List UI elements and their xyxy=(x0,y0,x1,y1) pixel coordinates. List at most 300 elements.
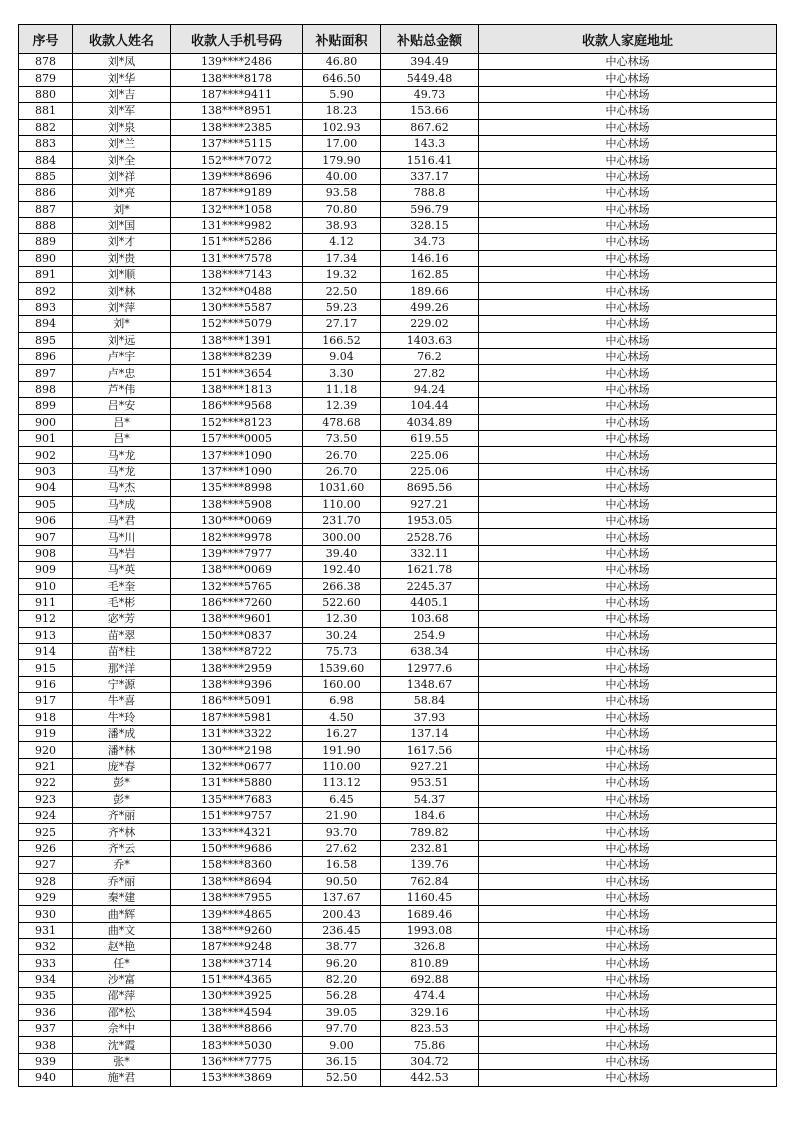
cell-home-address: 中心林场 xyxy=(479,316,777,332)
cell-seq: 880 xyxy=(19,86,73,102)
cell-home-address: 中心林场 xyxy=(479,299,777,315)
table-row xyxy=(19,480,777,496)
cell-seq: 906 xyxy=(19,512,73,528)
cell-subsidy-area: 1031.60 xyxy=(303,480,381,496)
table-row xyxy=(19,562,777,578)
table-row xyxy=(19,398,777,414)
table-row xyxy=(19,906,777,922)
cell-subsidy-area: 646.50 xyxy=(303,70,381,86)
table-row xyxy=(19,1053,777,1069)
table-row xyxy=(19,381,777,397)
cell-subsidy-amount: 225.06 xyxy=(381,447,479,463)
cell-subsidy-amount: 927.21 xyxy=(381,496,479,512)
cell-seq: 919 xyxy=(19,726,73,742)
cell-payee-phone: 132****0488 xyxy=(171,283,303,299)
cell-payee-name: 刘*顺 xyxy=(73,267,171,283)
cell-payee-phone: 132****5765 xyxy=(171,578,303,594)
table-row xyxy=(19,168,777,184)
cell-payee-name: 马*岩 xyxy=(73,545,171,561)
cell-seq: 898 xyxy=(19,381,73,397)
cell-payee-name: 邵*萍 xyxy=(73,988,171,1004)
cell-payee-phone: 187****9248 xyxy=(171,939,303,955)
cell-seq: 917 xyxy=(19,693,73,709)
cell-subsidy-area: 4.12 xyxy=(303,234,381,250)
cell-home-address: 中心林场 xyxy=(479,955,777,971)
cell-payee-phone: 151****5286 xyxy=(171,234,303,250)
cell-subsidy-area: 11.18 xyxy=(303,381,381,397)
table-row xyxy=(19,54,777,70)
cell-subsidy-area: 93.58 xyxy=(303,185,381,201)
table-row xyxy=(19,463,777,479)
cell-subsidy-area: 166.52 xyxy=(303,332,381,348)
table-row xyxy=(19,299,777,315)
cell-subsidy-amount: 103.68 xyxy=(381,611,479,627)
cell-subsidy-amount: 153.66 xyxy=(381,103,479,119)
cell-subsidy-amount: 442.53 xyxy=(381,1070,479,1086)
cell-payee-name: 曲*文 xyxy=(73,922,171,938)
table-row xyxy=(19,971,777,987)
cell-payee-phone: 132****0677 xyxy=(171,758,303,774)
cell-payee-phone: 139****8696 xyxy=(171,168,303,184)
cell-subsidy-area: 113.12 xyxy=(303,775,381,791)
cell-seq: 930 xyxy=(19,906,73,922)
table-row xyxy=(19,627,777,643)
table-row xyxy=(19,824,777,840)
cell-subsidy-amount: 104.44 xyxy=(381,398,479,414)
cell-home-address: 中心林场 xyxy=(479,185,777,201)
cell-payee-phone: 152****5079 xyxy=(171,316,303,332)
cell-subsidy-area: 9.04 xyxy=(303,349,381,365)
cell-subsidy-area: 52.50 xyxy=(303,1070,381,1086)
cell-subsidy-amount: 619.55 xyxy=(381,430,479,446)
table-row xyxy=(19,267,777,283)
cell-home-address: 中心林场 xyxy=(479,726,777,742)
cell-subsidy-amount: 953.51 xyxy=(381,775,479,791)
cell-payee-phone: 186****7260 xyxy=(171,594,303,610)
cell-payee-name: 苗*柱 xyxy=(73,644,171,660)
cell-home-address: 中心林场 xyxy=(479,840,777,856)
table-row xyxy=(19,283,777,299)
cell-payee-name: 毛*彬 xyxy=(73,594,171,610)
table-row xyxy=(19,611,777,627)
cell-seq: 905 xyxy=(19,496,73,512)
cell-payee-phone: 139****2486 xyxy=(171,54,303,70)
cell-payee-phone: 139****7977 xyxy=(171,545,303,561)
cell-seq: 902 xyxy=(19,447,73,463)
table-row xyxy=(19,201,777,217)
cell-subsidy-area: 97.70 xyxy=(303,1021,381,1037)
table-row xyxy=(19,250,777,266)
cell-home-address: 中心林场 xyxy=(479,889,777,905)
cell-subsidy-amount: 810.89 xyxy=(381,955,479,971)
cell-seq: 918 xyxy=(19,709,73,725)
cell-subsidy-area: 102.93 xyxy=(303,119,381,135)
cell-home-address: 中心林场 xyxy=(479,971,777,987)
cell-subsidy-amount: 1403.63 xyxy=(381,332,479,348)
cell-home-address: 中心林场 xyxy=(479,1021,777,1037)
cell-payee-phone: 151****3654 xyxy=(171,365,303,381)
cell-payee-phone: 130****3925 xyxy=(171,988,303,1004)
cell-subsidy-amount: 1348.67 xyxy=(381,676,479,692)
cell-home-address: 中心林场 xyxy=(479,758,777,774)
cell-subsidy-area: 110.00 xyxy=(303,496,381,512)
table-row xyxy=(19,1004,777,1020)
cell-subsidy-area: 73.50 xyxy=(303,430,381,446)
cell-payee-name: 吕*安 xyxy=(73,398,171,414)
cell-home-address: 中心林场 xyxy=(479,922,777,938)
cell-subsidy-amount: 474.4 xyxy=(381,988,479,1004)
cell-payee-name: 刘*全 xyxy=(73,152,171,168)
header-payee-name: 收款人姓名 xyxy=(73,25,171,54)
cell-payee-phone: 138****5908 xyxy=(171,496,303,512)
cell-subsidy-area: 70.80 xyxy=(303,201,381,217)
cell-payee-name: 刘*萍 xyxy=(73,299,171,315)
table-row xyxy=(19,676,777,692)
cell-subsidy-area: 16.27 xyxy=(303,726,381,742)
cell-subsidy-area: 38.77 xyxy=(303,939,381,955)
table-row xyxy=(19,807,777,823)
cell-subsidy-area: 236.45 xyxy=(303,922,381,938)
cell-payee-name: 苗*翠 xyxy=(73,627,171,643)
cell-payee-phone: 137****1090 xyxy=(171,447,303,463)
table-row xyxy=(19,512,777,528)
cell-payee-phone: 186****5091 xyxy=(171,693,303,709)
cell-subsidy-amount: 76.2 xyxy=(381,349,479,365)
cell-payee-name: 牛*玲 xyxy=(73,709,171,725)
cell-payee-name: 庞*春 xyxy=(73,758,171,774)
cell-seq: 878 xyxy=(19,54,73,70)
cell-subsidy-area: 231.70 xyxy=(303,512,381,528)
cell-payee-phone: 187****9411 xyxy=(171,86,303,102)
cell-payee-phone: 151****9757 xyxy=(171,807,303,823)
cell-subsidy-amount: 4034.89 xyxy=(381,414,479,430)
cell-subsidy-area: 4.50 xyxy=(303,709,381,725)
cell-payee-name: 齐*林 xyxy=(73,824,171,840)
cell-seq: 926 xyxy=(19,840,73,856)
cell-payee-phone: 138****8694 xyxy=(171,873,303,889)
cell-seq: 895 xyxy=(19,332,73,348)
cell-payee-phone: 138****8722 xyxy=(171,644,303,660)
cell-payee-phone: 130****2198 xyxy=(171,742,303,758)
cell-subsidy-area: 266.38 xyxy=(303,578,381,594)
cell-seq: 907 xyxy=(19,529,73,545)
cell-subsidy-amount: 58.84 xyxy=(381,693,479,709)
cell-subsidy-amount: 75.86 xyxy=(381,1037,479,1053)
cell-home-address: 中心林场 xyxy=(479,201,777,217)
table-row xyxy=(19,873,777,889)
cell-subsidy-area: 26.70 xyxy=(303,463,381,479)
cell-subsidy-area: 137.67 xyxy=(303,889,381,905)
cell-seq: 925 xyxy=(19,824,73,840)
cell-home-address: 中心林场 xyxy=(479,939,777,955)
cell-home-address: 中心林场 xyxy=(479,906,777,922)
cell-subsidy-area: 200.43 xyxy=(303,906,381,922)
table-row xyxy=(19,349,777,365)
cell-subsidy-amount: 326.8 xyxy=(381,939,479,955)
cell-payee-name: 刘*林 xyxy=(73,283,171,299)
cell-subsidy-amount: 5449.48 xyxy=(381,70,479,86)
cell-payee-phone: 131****3322 xyxy=(171,726,303,742)
cell-subsidy-amount: 596.79 xyxy=(381,201,479,217)
cell-payee-name: 马*龙 xyxy=(73,447,171,463)
cell-payee-name: 马*英 xyxy=(73,562,171,578)
cell-subsidy-amount: 162.85 xyxy=(381,267,479,283)
cell-home-address: 中心林场 xyxy=(479,250,777,266)
cell-home-address: 中心林场 xyxy=(479,1037,777,1053)
cell-seq: 891 xyxy=(19,267,73,283)
table-row xyxy=(19,939,777,955)
cell-seq: 881 xyxy=(19,103,73,119)
cell-payee-phone: 138****1391 xyxy=(171,332,303,348)
cell-payee-phone: 138****7955 xyxy=(171,889,303,905)
cell-subsidy-amount: 2528.76 xyxy=(381,529,479,545)
cell-payee-phone: 136****7775 xyxy=(171,1053,303,1069)
header-payee-phone: 收款人手机号码 xyxy=(171,25,303,54)
header-subsidy-area: 补贴面积 xyxy=(303,25,381,54)
cell-payee-name: 潘*成 xyxy=(73,726,171,742)
cell-payee-phone: 135****7683 xyxy=(171,791,303,807)
cell-payee-name: 马*君 xyxy=(73,512,171,528)
cell-subsidy-amount: 54.37 xyxy=(381,791,479,807)
table-row xyxy=(19,545,777,561)
header-seq: 序号 xyxy=(19,25,73,54)
cell-payee-name: 齐*丽 xyxy=(73,807,171,823)
cell-subsidy-amount: 304.72 xyxy=(381,1053,479,1069)
cell-payee-phone: 138****4594 xyxy=(171,1004,303,1020)
cell-subsidy-area: 9.00 xyxy=(303,1037,381,1053)
cell-home-address: 中心林场 xyxy=(479,791,777,807)
cell-payee-name: 彭* xyxy=(73,791,171,807)
cell-payee-name: 刘*贵 xyxy=(73,250,171,266)
cell-payee-name: 刘*泉 xyxy=(73,119,171,135)
cell-subsidy-amount: 329.16 xyxy=(381,1004,479,1020)
cell-home-address: 中心林场 xyxy=(479,873,777,889)
table-row xyxy=(19,135,777,151)
cell-subsidy-amount: 1689.46 xyxy=(381,906,479,922)
cell-home-address: 中心林场 xyxy=(479,611,777,627)
table-row xyxy=(19,889,777,905)
cell-payee-name: 沈*霞 xyxy=(73,1037,171,1053)
cell-home-address: 中心林场 xyxy=(479,463,777,479)
cell-home-address: 中心林场 xyxy=(479,234,777,250)
cell-payee-name: 齐*云 xyxy=(73,840,171,856)
cell-payee-phone: 137****1090 xyxy=(171,463,303,479)
table-row xyxy=(19,70,777,86)
cell-payee-phone: 138****3714 xyxy=(171,955,303,971)
cell-home-address: 中心林场 xyxy=(479,578,777,594)
cell-subsidy-area: 93.70 xyxy=(303,824,381,840)
cell-subsidy-amount: 332.11 xyxy=(381,545,479,561)
cell-subsidy-amount: 692.88 xyxy=(381,971,479,987)
cell-home-address: 中心林场 xyxy=(479,430,777,446)
cell-payee-name: 马*杰 xyxy=(73,480,171,496)
cell-home-address: 中心林场 xyxy=(479,349,777,365)
cell-subsidy-area: 192.40 xyxy=(303,562,381,578)
cell-subsidy-area: 300.00 xyxy=(303,529,381,545)
cell-seq: 887 xyxy=(19,201,73,217)
cell-seq: 884 xyxy=(19,152,73,168)
cell-payee-name: 刘*吉 xyxy=(73,86,171,102)
cell-payee-phone: 187****5981 xyxy=(171,709,303,725)
header-home-address: 收款人家庭地址 xyxy=(479,25,777,54)
cell-payee-phone: 157****0005 xyxy=(171,430,303,446)
cell-subsidy-area: 75.73 xyxy=(303,644,381,660)
cell-subsidy-amount: 1160.45 xyxy=(381,889,479,905)
cell-subsidy-area: 17.34 xyxy=(303,250,381,266)
cell-payee-phone: 132****1058 xyxy=(171,201,303,217)
cell-seq: 911 xyxy=(19,594,73,610)
cell-subsidy-amount: 337.17 xyxy=(381,168,479,184)
cell-subsidy-area: 90.50 xyxy=(303,873,381,889)
table-row xyxy=(19,775,777,791)
cell-payee-name: 乔* xyxy=(73,857,171,873)
cell-subsidy-area: 38.93 xyxy=(303,217,381,233)
cell-home-address: 中心林场 xyxy=(479,496,777,512)
cell-payee-phone: 138****9260 xyxy=(171,922,303,938)
cell-home-address: 中心林场 xyxy=(479,742,777,758)
cell-subsidy-area: 1539.60 xyxy=(303,660,381,676)
cell-payee-phone: 131****5880 xyxy=(171,775,303,791)
cell-payee-name: 马*成 xyxy=(73,496,171,512)
cell-subsidy-area: 36.15 xyxy=(303,1053,381,1069)
cell-subsidy-amount: 184.6 xyxy=(381,807,479,823)
cell-home-address: 中心林场 xyxy=(479,86,777,102)
cell-payee-name: 马*龙 xyxy=(73,463,171,479)
cell-seq: 927 xyxy=(19,857,73,873)
cell-subsidy-amount: 499.26 xyxy=(381,299,479,315)
cell-subsidy-area: 21.90 xyxy=(303,807,381,823)
cell-seq: 929 xyxy=(19,889,73,905)
cell-subsidy-amount: 225.06 xyxy=(381,463,479,479)
cell-seq: 899 xyxy=(19,398,73,414)
cell-subsidy-area: 46.80 xyxy=(303,54,381,70)
cell-subsidy-amount: 137.14 xyxy=(381,726,479,742)
cell-home-address: 中心林场 xyxy=(479,594,777,610)
cell-payee-name: 吕* xyxy=(73,414,171,430)
cell-payee-name: 刘*凤 xyxy=(73,54,171,70)
cell-home-address: 中心林场 xyxy=(479,365,777,381)
cell-seq: 913 xyxy=(19,627,73,643)
cell-payee-phone: 135****8998 xyxy=(171,480,303,496)
cell-home-address: 中心林场 xyxy=(479,447,777,463)
cell-seq: 901 xyxy=(19,430,73,446)
table-row xyxy=(19,922,777,938)
cell-subsidy-amount: 867.62 xyxy=(381,119,479,135)
cell-payee-phone: 131****7578 xyxy=(171,250,303,266)
cell-payee-phone: 138****8866 xyxy=(171,1021,303,1037)
cell-subsidy-area: 522.60 xyxy=(303,594,381,610)
cell-subsidy-amount: 1621.78 xyxy=(381,562,479,578)
cell-payee-phone: 137****5115 xyxy=(171,135,303,151)
cell-home-address: 中心林场 xyxy=(479,512,777,528)
cell-subsidy-area: 22.50 xyxy=(303,283,381,299)
cell-home-address: 中心林场 xyxy=(479,676,777,692)
cell-home-address: 中心林场 xyxy=(479,562,777,578)
cell-payee-name: 曲*辉 xyxy=(73,906,171,922)
cell-payee-name: 施*君 xyxy=(73,1070,171,1086)
cell-subsidy-area: 26.70 xyxy=(303,447,381,463)
cell-subsidy-amount: 394.49 xyxy=(381,54,479,70)
cell-subsidy-amount: 27.82 xyxy=(381,365,479,381)
cell-seq: 900 xyxy=(19,414,73,430)
cell-payee-name: 刘*亮 xyxy=(73,185,171,201)
cell-seq: 916 xyxy=(19,676,73,692)
cell-seq: 904 xyxy=(19,480,73,496)
cell-home-address: 中心林场 xyxy=(479,152,777,168)
cell-home-address: 中心林场 xyxy=(479,414,777,430)
cell-payee-name: 任* xyxy=(73,955,171,971)
cell-payee-phone: 138****8178 xyxy=(171,70,303,86)
cell-subsidy-amount: 1617.56 xyxy=(381,742,479,758)
cell-subsidy-amount: 823.53 xyxy=(381,1021,479,1037)
cell-payee-name: 赵*艳 xyxy=(73,939,171,955)
cell-subsidy-area: 40.00 xyxy=(303,168,381,184)
table-row xyxy=(19,1037,777,1053)
cell-subsidy-area: 56.28 xyxy=(303,988,381,1004)
cell-payee-phone: 186****9568 xyxy=(171,398,303,414)
cell-subsidy-area: 12.30 xyxy=(303,611,381,627)
table-body xyxy=(19,54,777,1087)
cell-payee-phone: 150****0837 xyxy=(171,627,303,643)
cell-subsidy-amount: 638.34 xyxy=(381,644,479,660)
cell-payee-name: 彭* xyxy=(73,775,171,791)
cell-payee-phone: 138****9601 xyxy=(171,611,303,627)
table-row xyxy=(19,709,777,725)
cell-seq: 892 xyxy=(19,283,73,299)
cell-home-address: 中心林场 xyxy=(479,644,777,660)
cell-payee-name: 沙*富 xyxy=(73,971,171,987)
cell-payee-phone: 151****4365 xyxy=(171,971,303,987)
cell-home-address: 中心林场 xyxy=(479,119,777,135)
cell-payee-phone: 138****2385 xyxy=(171,119,303,135)
cell-payee-name: 芦*伟 xyxy=(73,381,171,397)
cell-payee-phone: 138****8951 xyxy=(171,103,303,119)
cell-home-address: 中心林场 xyxy=(479,1053,777,1069)
table-row xyxy=(19,365,777,381)
cell-seq: 882 xyxy=(19,119,73,135)
table-row xyxy=(19,644,777,660)
cell-payee-name: 刘*军 xyxy=(73,103,171,119)
cell-payee-phone: 131****9982 xyxy=(171,217,303,233)
cell-payee-name: 刘*兰 xyxy=(73,135,171,151)
cell-home-address: 中心林场 xyxy=(479,693,777,709)
cell-subsidy-amount: 927.21 xyxy=(381,758,479,774)
cell-payee-name: 刘*才 xyxy=(73,234,171,250)
cell-subsidy-area: 18.23 xyxy=(303,103,381,119)
cell-seq: 934 xyxy=(19,971,73,987)
subsidy-table xyxy=(18,24,777,1087)
table-row xyxy=(19,578,777,594)
cell-payee-phone: 153****3869 xyxy=(171,1070,303,1086)
cell-seq: 920 xyxy=(19,742,73,758)
table-row xyxy=(19,185,777,201)
cell-seq: 896 xyxy=(19,349,73,365)
cell-seq: 924 xyxy=(19,807,73,823)
cell-seq: 886 xyxy=(19,185,73,201)
cell-subsidy-amount: 1953.05 xyxy=(381,512,479,528)
cell-subsidy-amount: 2245.37 xyxy=(381,578,479,594)
cell-payee-phone: 182****9978 xyxy=(171,529,303,545)
cell-seq: 879 xyxy=(19,70,73,86)
cell-subsidy-area: 6.98 xyxy=(303,693,381,709)
cell-home-address: 中心林场 xyxy=(479,529,777,545)
cell-subsidy-amount: 4405.1 xyxy=(381,594,479,610)
cell-seq: 939 xyxy=(19,1053,73,1069)
cell-subsidy-area: 160.00 xyxy=(303,676,381,692)
table-row xyxy=(19,86,777,102)
table-row xyxy=(19,758,777,774)
cell-home-address: 中心林场 xyxy=(479,1004,777,1020)
